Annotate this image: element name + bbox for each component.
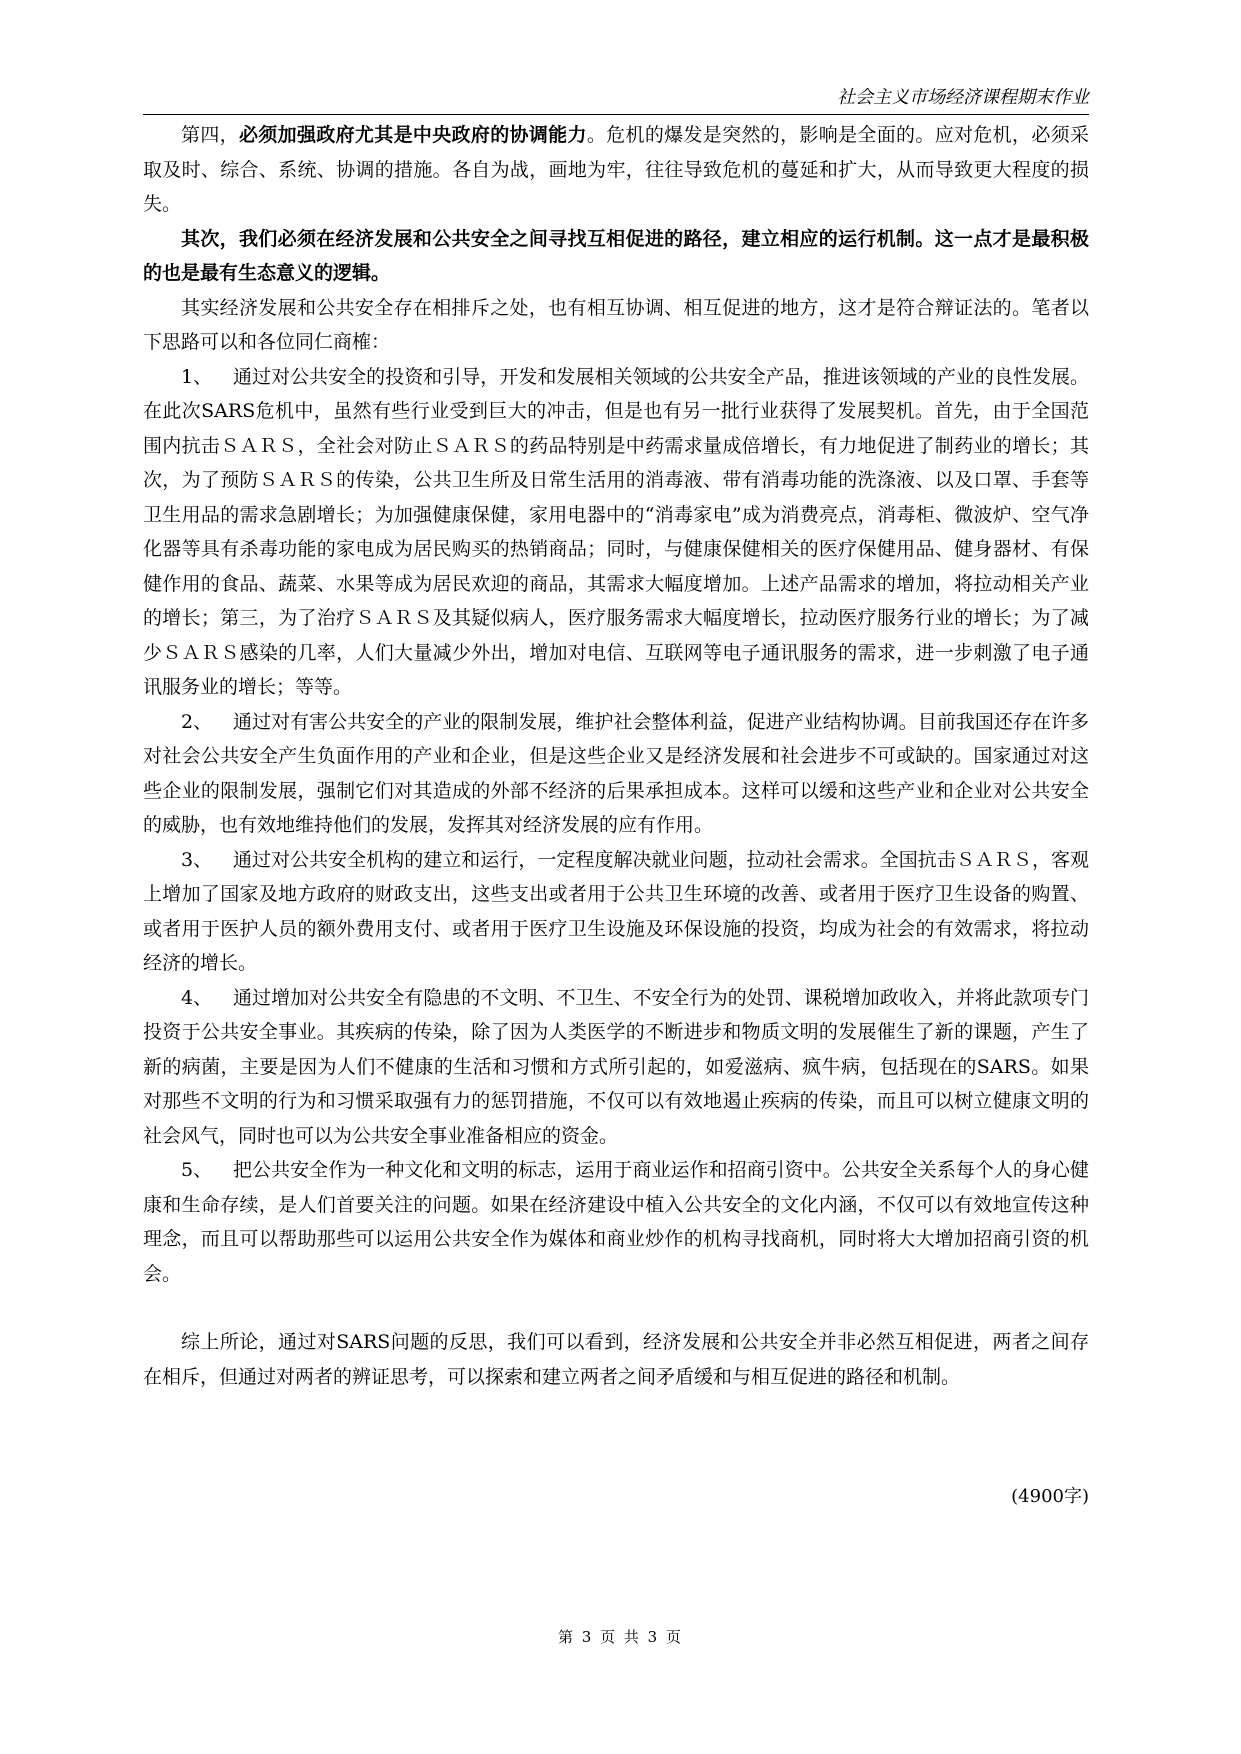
list-item-text: 通过对有害公共安全的产业的限制发展，维护社会整体利益，促进产业结构协调。目前我国还存在许多对社会公共安全产生负面作用的产业和企业，但是这些企业又是经济发展和社会进步不可或缺的。国家通过对这些企业的限制发展，强制它们对其造成的外部不经济的后果承担成本。这样可以缓和这些产业和企业对公共安全的威胁，也有效地维持他们的发展，发挥其对经济发展的应有作用。 — [143, 710, 1089, 836]
list-item-1 — [143, 360, 1089, 705]
paragraph-rest: 。危机的爆发是突然的，影响是全面的。应对危机，必须采取及时、综合、系统、协调的措施。各自为战，画地为牢，往往导致危机的蔓延和扩大，从而导致更大程度的损失。 — [143, 124, 1089, 215]
list-item-number: 5、 — [181, 1159, 213, 1181]
header-title: 社会主义市场经济课程期末作业 — [837, 87, 1089, 108]
page-header — [143, 86, 1089, 115]
list-item-text: 把公共安全作为一种文化和文明的标志，运用于商业运作和招商引资中。公共安全关系每个人的身心健康和生命存续，是人们首要关注的问题。如果在经济建设中植入公共安全的文化内涵，不仅可以有效地宣传这种理念，而且可以帮助那些可以运用公共安全作为媒体和商业炒作的机构寻找商机，同时将大大增加招商引资的机会。 — [143, 1159, 1089, 1285]
paragraph-fourth-point — [143, 118, 1089, 222]
list-item-4 — [143, 981, 1089, 1154]
list-item-text: 通过增加对公共安全有隐患的不文明、不卫生、不安全行为的处罚、课税增加政收入，并将此款项专门投资于公共安全事业。其疾病的传染，除了因为人类医学的不断进步和物质文明的发展催生了新的课题，产生了新的病菌，主要是因为人们不健康的生活和习惯和方式所引起的，如爱滋病、疯牛病，包括现在的SARS。如果对那些不文明的行为和习惯采取强有力的惩罚措施，不仅可以有效地遏止疾病的传染，而且可以树立健康文明的社会风气，同时也可以为公共安全事业准备相应的资金。 — [143, 986, 1089, 1147]
paragraph-lead: 第四， — [181, 124, 239, 146]
list-item-text: 通过对公共安全机构的建立和运行，一定程度解决就业问题，拉动社会需求。全国抗击ＳＡＲＳ，客观上增加了国家及地方政府的财政支出，这些支出或者用于公共卫生环境的改善、或者用于医疗卫生设备的购置、或者用于医护人员的额外费用支付、或者用于医疗卫生设施及环保设施的投资，均成为社会的有效需求，将拉动经济的增长。 — [143, 848, 1089, 974]
paragraph-conclusion: 综上所论，通过对SARS问题的反思，我们可以看到，经济发展和公共安全并非必然互相促进，两者之间存在相斥，但通过对两者的辨证思考，可以探索和建立两者之间矛盾缓和与相互促进的路径和机制。 — [143, 1331, 1089, 1388]
list-item-2 — [143, 705, 1089, 843]
list-item-number: 1、 — [181, 365, 213, 388]
list-item-3 — [143, 843, 1089, 981]
list-item-5 — [143, 1153, 1089, 1291]
list-item-text: 通过对公共安全的投资和引导，开发和发展相关领域的公共安全产品，推进该领域的产业的良性发展。在此次SARS危机中，虽然有些行业受到巨大的冲击，但是也有另一批行业获得了发展契机。首先，由于全国范围内抗击ＳＡＲＳ，全社会对防止ＳＡＲＳ的药品特别是中药需求量成倍增长，有力地促进了制药业的增长；其次，为了预防ＳＡＲＳ的传染，公共卫生所及日常生活用的消毒液、带有消毒功能的洗涤液、以及口罩、手套等卫生用品的需求急剧增长；为加强健康保健，家用电器中的“消毒家电”成为消费亮点，消毒柜、微波炉、空气净化器等具有杀毒功能的家电成为居民购买的热销商品；同时，与健康保健相关的医疗保健用品、健身器材、有保健作用的食品、蔬菜、水果等成为居民欢迎的商品，其需求大幅度增加。上述产品需求的增加，将拉动相关产业的增长；第三，为了治疗ＳＡＲＳ及其疑似病人，医疗服务需求大幅度增长，拉动医疗服务行业的增长；为了减少ＳＡＲＳ感染的几率，人们大量减少外出，增加对电信、互联网等电子通讯服务的需求，进一步刺激了电子通讯服务业的增长；等等。 — [143, 365, 1089, 698]
list-item-number: 3、 — [181, 848, 213, 871]
paragraph-intro: 其实经济发展和公共安全存在相排斥之处，也有相互协调、相互促进的地方，这才是符合辩证法的。笔者以下思路可以和各位同仁商榷： — [143, 296, 1089, 353]
list-item-number: 4、 — [181, 986, 213, 1009]
word-count: (4900字) — [1011, 1486, 1089, 1507]
paragraph-emphasis: 必须加强政府尤其是中央政府的协调能力 — [238, 124, 587, 146]
list-item-number: 2、 — [181, 710, 213, 733]
document-body — [143, 118, 1089, 1394]
paragraph-secondly-heading: 其次，我们必须在经济发展和公共安全之间寻找互相促进的路径，建立相应的运行机制。这一点才是最积极的也是最有生态意义的逻辑。 — [143, 227, 1089, 284]
page-footer: 第 3 页 共 3 页 — [558, 1628, 683, 1646]
